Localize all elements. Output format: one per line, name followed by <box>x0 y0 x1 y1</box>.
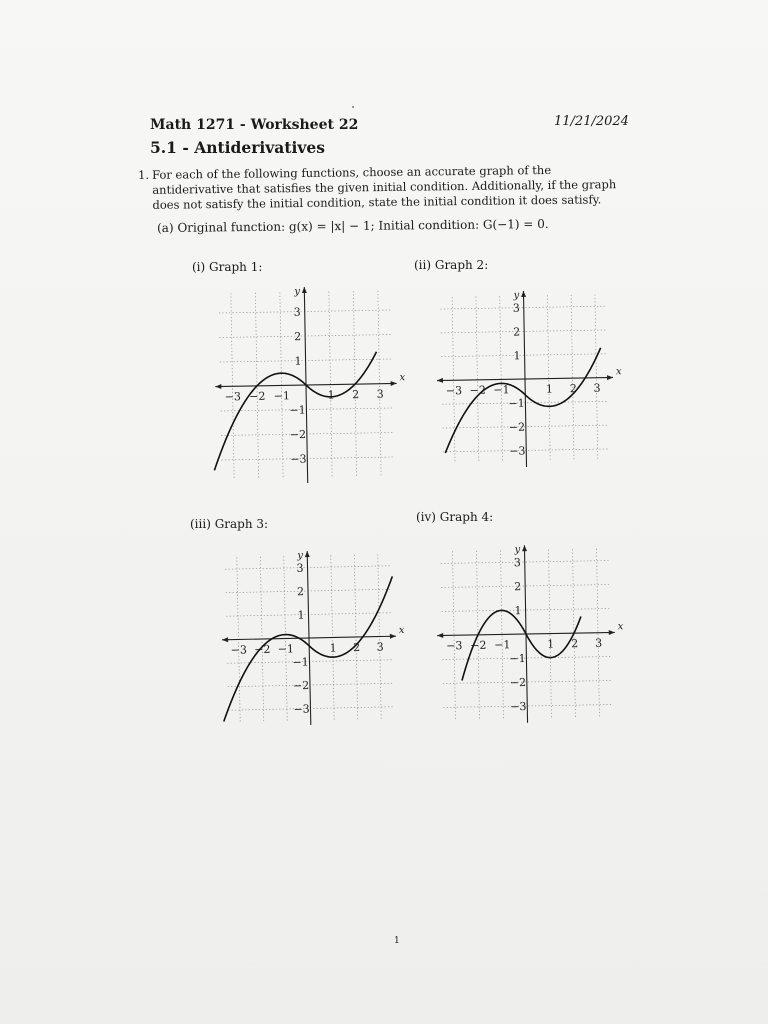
x-tick-label: −1 <box>277 642 295 656</box>
x-axis-arrow <box>609 630 615 635</box>
x-tick-label: 3 <box>595 636 603 650</box>
y-tick-label: 2 <box>296 585 305 599</box>
y-axis-arrow <box>521 291 526 297</box>
plot-group <box>222 548 407 727</box>
x-axis-arrow <box>390 634 396 639</box>
graph-2-plot <box>430 275 630 470</box>
y-tick-label: −2 <box>289 428 307 442</box>
x-tick-label: −3 <box>446 639 463 653</box>
x-tick-label: 1 <box>327 388 335 402</box>
y-tick-label: 1 <box>513 349 521 363</box>
x-tick-label: 3 <box>376 640 384 654</box>
graph-2-label: (ii) Graph 2: <box>414 258 489 272</box>
x-axis-arrow <box>607 375 613 380</box>
x-tick-label: −3 <box>224 390 242 404</box>
x-tick-label: −1 <box>493 383 510 397</box>
x-tick-label: 3 <box>376 387 384 401</box>
x-tick-label: −1 <box>494 638 511 652</box>
graph-1-plot <box>205 280 410 485</box>
course-title: Math 1271 - Worksheet 22 <box>150 117 359 133</box>
graph-4-plot <box>436 532 636 732</box>
x-axis-arrow <box>391 381 397 386</box>
graph-1-label: (i) Graph 1: <box>192 260 263 274</box>
x-axis-label: x <box>398 625 405 637</box>
plot-group <box>436 543 625 725</box>
y-axis-label: y <box>514 544 521 556</box>
x-tick-label: −1 <box>273 389 291 403</box>
graph-4-label: (iv) Graph 4: <box>416 510 494 524</box>
y-tick-label: 3 <box>512 301 520 315</box>
y-tick-label: −2 <box>508 420 526 434</box>
x-tick-label: 2 <box>353 640 361 655</box>
part-a-statement: (a) Original function: g(x) = |x| − 1; Initial condition: G(−1) = 0. <box>157 216 549 235</box>
y-tick-label: −1 <box>508 396 525 411</box>
graph-3-label: (iii) Graph 3: <box>190 517 269 531</box>
y-tick-label: −1 <box>292 655 309 669</box>
x-tick-label: 2 <box>569 382 577 396</box>
x-tick-label: −2 <box>249 389 266 403</box>
y-tick-label: 1 <box>514 604 522 618</box>
y-tick-label: −3 <box>290 452 307 466</box>
section-title: 5.1 - Antiderivatives <box>150 138 325 157</box>
y-axis-label: y <box>513 290 520 302</box>
problem-text: For each of the following functions, choose an accurate graph of the antiderivative that satisfies the given initial condition. Additionally, if the graph does not satisfy the initial condition, state the initial condition it does satisfy. <box>151 162 617 212</box>
x-tick-label: 1 <box>547 637 555 651</box>
y-axis-arrow <box>522 545 527 551</box>
problem-1 <box>138 162 619 213</box>
x-tick-label: 3 <box>593 381 601 395</box>
y-tick-label: 1 <box>297 608 305 622</box>
plot-group <box>435 288 623 468</box>
y-tick-label: −3 <box>510 700 527 714</box>
y-axis-label: y <box>294 286 301 298</box>
y-tick-label: −1 <box>289 403 306 417</box>
x-axis-label: x <box>617 621 624 633</box>
page-number: 1 <box>394 936 400 946</box>
graph-3-plot <box>222 537 417 737</box>
y-axis-arrow <box>302 287 307 293</box>
y-axis-arrow <box>305 551 310 557</box>
y-tick-label: −3 <box>293 702 310 716</box>
paper-speck <box>352 106 354 108</box>
y-tick-label: 2 <box>294 330 302 344</box>
x-tick-label: 2 <box>571 637 579 651</box>
x-tick-label: 1 <box>545 382 554 396</box>
worksheet-date: 11/21/2024 <box>554 114 629 129</box>
y-tick-label: 3 <box>293 305 301 319</box>
x-axis-arrow-left <box>222 637 228 642</box>
problem-number: 1. <box>138 167 150 182</box>
y-tick-label: −1 <box>509 652 526 666</box>
x-axis-arrow-left <box>437 378 443 383</box>
x-tick-label: −3 <box>445 384 463 398</box>
y-tick-label: −2 <box>292 679 310 693</box>
plot-group <box>211 284 407 484</box>
y-tick-label: 1 <box>294 354 302 368</box>
y-tick-label: 3 <box>513 556 521 570</box>
x-tick-label: −3 <box>230 643 248 657</box>
y-tick-label: 2 <box>514 580 522 594</box>
x-axis-arrow-left <box>437 633 443 638</box>
x-tick-label: 1 <box>329 641 337 655</box>
x-tick-label: −2 <box>469 383 486 397</box>
x-tick-label: 2 <box>352 388 360 402</box>
x-tick-label: −2 <box>254 642 271 657</box>
x-axis-label: x <box>615 366 622 378</box>
y-tick-label: 2 <box>513 325 521 339</box>
y-tick-label: −3 <box>509 444 526 458</box>
y-axis-label: y <box>297 550 304 562</box>
x-axis-arrow-left <box>215 384 221 389</box>
y-tick-label: 3 <box>296 561 304 575</box>
x-tick-label: −2 <box>470 638 487 652</box>
y-tick-label: −2 <box>509 676 527 690</box>
x-axis-label: x <box>399 372 406 384</box>
